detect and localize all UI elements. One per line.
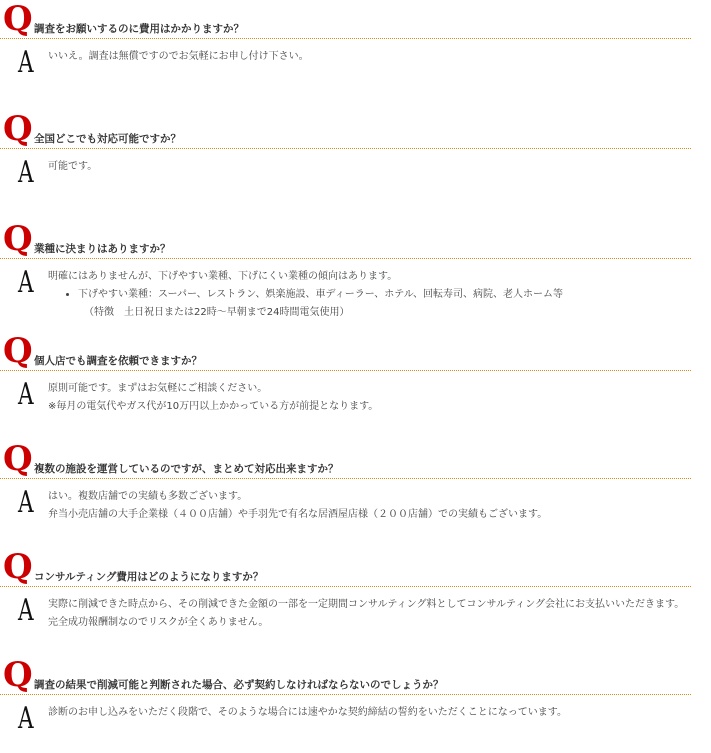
q-icon: Q — [3, 547, 32, 587]
question-text: 業種に決まりはありますか？ — [34, 243, 171, 255]
a-icon: A — [18, 155, 34, 190]
dotted-divider — [0, 370, 691, 371]
dotted-divider — [0, 694, 691, 695]
answer-row — [0, 696, 711, 752]
answer-text: 可能です。 — [48, 161, 98, 172]
question-text: 調査をお願いするのに費用はかかりますか？ — [34, 23, 244, 35]
answer-row — [0, 150, 711, 220]
answer-text: 実際に削減できた時点から、その削減できた金額の一部を一定期間コンサルティング料としてコンサルティング会社にお支払いいただきます。完全成功報酬制なのでリスクが全くありません。 — [48, 599, 685, 628]
answer-body — [48, 704, 693, 722]
q-icon: Q — [3, 655, 32, 695]
answer-text: 原則可能です。まずはお気軽にご相談ください。 — [48, 383, 268, 394]
answer-body — [48, 596, 693, 632]
question-text: コンサルティング費用はどのようになりますか？ — [34, 571, 264, 583]
q-icon: Q — [3, 0, 32, 39]
a-icon: A — [18, 593, 34, 628]
answer-text: 診断のお申し込みをいただく段階で、そのような場合には速やかな契約締結の誓約をいただくことになっています。 — [48, 707, 567, 718]
faq-item — [0, 110, 711, 220]
dotted-divider — [0, 586, 691, 587]
answer-text: 明確にはありませんが、下げやすい業種、下げにくい業種の傾向はあります。 — [48, 271, 398, 282]
answer-row — [0, 260, 711, 340]
answer-text: はい。複数店舗での実績も多数ございます。 — [48, 491, 248, 502]
answer-row — [0, 40, 711, 110]
a-icon: A — [18, 377, 34, 412]
answer-bullet-note: （特徴 土日祝日または22時〜早朝まで24時間電気使用） — [84, 307, 350, 318]
question-row — [0, 332, 711, 372]
answer-body — [48, 268, 693, 322]
answer-body — [48, 48, 693, 66]
dotted-divider — [0, 478, 691, 479]
answer-note: ※毎月の電気代やガス代が10万円以上かかっている方が前提となります。 — [48, 401, 379, 412]
question-text: 個人店でも調査を依頼できますか？ — [34, 355, 202, 367]
q-icon: Q — [3, 331, 32, 371]
faq-item — [0, 548, 711, 658]
a-icon: A — [18, 45, 34, 80]
q-icon: Q — [3, 109, 32, 149]
answer-row — [0, 480, 711, 550]
answer-bullet-list — [48, 286, 693, 304]
answer-row — [0, 372, 711, 442]
question-text: 調査の結果で削減可能と判断された場合、必ず契約しなければならないのでしょうか？ — [34, 679, 444, 691]
faq-item — [0, 0, 711, 110]
faq-item — [0, 220, 711, 340]
question-row — [0, 440, 711, 480]
faq-item — [0, 656, 711, 752]
q-icon: Q — [3, 219, 32, 259]
answer-body — [48, 380, 693, 416]
question-row — [0, 656, 711, 696]
dotted-divider — [0, 148, 691, 149]
faq-item — [0, 332, 711, 442]
question-text: 複数の施設を運営しているのですが、まとめて対応出来ますか？ — [34, 463, 339, 475]
dotted-divider — [0, 258, 691, 259]
question-row — [0, 110, 711, 150]
question-text: 全国どこでも対応可能ですか？ — [34, 133, 181, 145]
question-row — [0, 0, 711, 40]
answer-bullet: • 下げやすい業種：スーパー、レストラン、娯楽施設、車ディーラー、ホテル、回転寿司、病院、老人ホーム等 — [78, 286, 693, 304]
answer-body — [48, 158, 693, 176]
faq-item — [0, 440, 711, 550]
answer-text: いいえ。調査は無償ですのでお気軽にお申し付け下さい。 — [48, 51, 309, 62]
question-row — [0, 220, 711, 260]
answer-row — [0, 588, 711, 658]
a-icon: A — [18, 265, 34, 300]
a-icon: A — [18, 701, 34, 736]
q-icon: Q — [3, 439, 32, 479]
answer-body — [48, 488, 693, 524]
dotted-divider — [0, 38, 691, 39]
question-row — [0, 548, 711, 588]
a-icon: A — [18, 485, 34, 520]
answer-text: 弁当小売店舗の大手企業様（４００店舗）や手羽先で有名な居酒屋店様（２００店舗）での実績もございます。 — [48, 509, 548, 520]
